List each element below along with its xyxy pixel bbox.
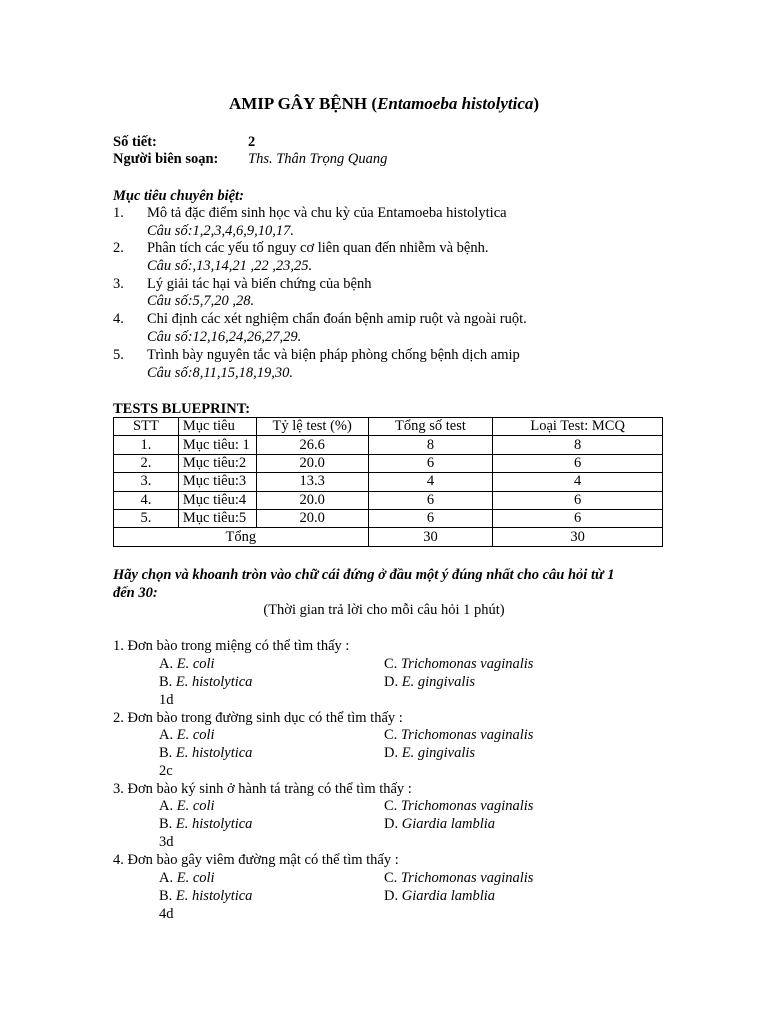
- option-letter: A.: [159, 727, 177, 743]
- total-mcq: 30: [493, 528, 663, 546]
- cell-objective: Mục tiêu:4: [178, 491, 256, 509]
- option-d[interactable]: [384, 887, 495, 905]
- option-letter: D.: [384, 816, 402, 832]
- objective-text: Phân tích các yếu tố nguy cơ liên quan đến nhiễm và bệnh.: [147, 240, 489, 256]
- objective-number: 3.: [113, 276, 124, 292]
- cell-objective: Mục tiêu:5: [178, 509, 256, 527]
- option-letter: A.: [159, 870, 177, 886]
- time-note: (Thời gian trả lời cho mỗi câu hỏi 1 phút): [263, 602, 505, 618]
- option-letter: B.: [159, 745, 176, 761]
- cell-mcq: 8: [493, 436, 663, 454]
- cell-ratio: 13.3: [256, 473, 368, 491]
- cell-total: 8: [368, 436, 493, 454]
- option-letter: A.: [159, 798, 177, 814]
- table-header-row: [114, 418, 663, 436]
- author-value: Ths. Thân Trọng Quang: [248, 151, 388, 167]
- table-row: [114, 509, 663, 527]
- objective-text: Mô tả đặc điểm sinh học và chu kỳ của Entamoeba histolytica: [147, 205, 507, 221]
- question-text: 2. Đơn bào trong đường sinh dục có thể tìm thấy :: [113, 710, 403, 726]
- cell-ratio: 26.6: [256, 436, 368, 454]
- objective-number: 1.: [113, 205, 124, 221]
- option-c[interactable]: [384, 726, 533, 744]
- objective-number: 2.: [113, 240, 124, 256]
- lessons-label: Số tiết:: [113, 134, 157, 150]
- title-text: AMIP GÂY BỆNH (: [228, 94, 378, 113]
- option-letter: B.: [159, 816, 176, 832]
- option-letter: C.: [384, 656, 401, 672]
- cell-stt: 1.: [114, 436, 179, 454]
- option-a[interactable]: [159, 869, 215, 887]
- option-d[interactable]: [384, 673, 475, 691]
- cell-ratio: 20.0: [256, 454, 368, 472]
- cell-mcq: 6: [493, 491, 663, 509]
- header-stt: STT: [114, 418, 179, 436]
- table-total-row: [114, 528, 663, 546]
- header-objective: Mục tiêu: [178, 418, 256, 436]
- option-text: Trichomonas vaginalis: [400, 727, 534, 743]
- option-text: E. histolytica: [175, 888, 253, 904]
- option-text: E. coli: [176, 798, 215, 814]
- option-b[interactable]: [159, 815, 252, 833]
- option-text: Trichomonas vaginalis: [400, 870, 534, 886]
- cell-stt: 3.: [114, 473, 179, 491]
- title-close: ): [533, 94, 540, 113]
- cell-mcq: 4: [493, 473, 663, 491]
- question-text: 3. Đơn bào ký sinh ở hành tá tràng có thể tìm thấy :: [113, 781, 412, 797]
- option-d[interactable]: [384, 815, 495, 833]
- option-text: E. histolytica: [175, 816, 253, 832]
- option-text: E. histolytica: [175, 674, 253, 690]
- cell-stt: 2.: [114, 454, 179, 472]
- table-row: [114, 473, 663, 491]
- total-count: 30: [368, 528, 493, 546]
- answer-key: 2c: [159, 763, 173, 779]
- cell-objective: Mục tiêu: 1: [178, 436, 256, 454]
- objective-questions: Câu số:1,2,3,4,6,9,10,17.: [147, 223, 295, 239]
- option-text: Trichomonas vaginalis: [400, 656, 534, 672]
- cell-total: 6: [368, 509, 493, 527]
- objective-number: 5.: [113, 347, 124, 363]
- blueprint-table: [113, 417, 663, 547]
- header-total: Tổng số test: [368, 418, 493, 436]
- option-text: E. histolytica: [175, 745, 253, 761]
- cell-total: 6: [368, 491, 493, 509]
- option-letter: D.: [384, 745, 402, 761]
- lessons-value: 2: [248, 134, 256, 150]
- instructions-line1: Hãy chọn và khoanh tròn vào chữ cái đứng ở đầu một ý đúng nhất cho câu hỏi từ 1: [113, 567, 615, 583]
- option-c[interactable]: [384, 869, 533, 887]
- answer-key: 1d: [159, 692, 174, 708]
- option-text: E. gingivalis: [401, 674, 476, 690]
- option-text: Giardia lamblia: [401, 816, 496, 832]
- option-c[interactable]: [384, 655, 533, 673]
- objective-text: Trình bày nguyên tắc và biện pháp phòng chống bệnh dịch amip: [147, 347, 520, 363]
- option-letter: D.: [384, 674, 402, 690]
- option-text: E. gingivalis: [401, 745, 476, 761]
- table-row: [114, 491, 663, 509]
- answer-key: 3d: [159, 834, 174, 850]
- cell-stt: 5.: [114, 509, 179, 527]
- option-b[interactable]: [159, 673, 252, 691]
- answer-key: 4d: [159, 906, 174, 922]
- page-title: [0, 94, 768, 114]
- option-letter: B.: [159, 888, 176, 904]
- cell-ratio: 20.0: [256, 509, 368, 527]
- objective-questions: Câu số:12,16,24,26,27,29.: [147, 329, 302, 345]
- title-species: Entamoeba histolytica: [377, 94, 534, 113]
- cell-stt: 4.: [114, 491, 179, 509]
- question-text: 4. Đơn bào gây viêm đường mật có thể tìm thấy :: [113, 852, 399, 868]
- table-row: [114, 454, 663, 472]
- option-text: Trichomonas vaginalis: [400, 798, 534, 814]
- header-ratio: Tỷ lệ test (%): [256, 418, 368, 436]
- option-letter: C.: [384, 870, 401, 886]
- option-a[interactable]: [159, 726, 215, 744]
- objective-text: Chỉ định các xét nghiệm chẩn đoán bệnh amip ruột và ngoài ruột.: [147, 311, 527, 327]
- option-letter: C.: [384, 798, 401, 814]
- option-letter: C.: [384, 727, 401, 743]
- option-a[interactable]: [159, 655, 215, 673]
- cell-objective: Mục tiêu:3: [178, 473, 256, 491]
- cell-objective: Mục tiêu:2: [178, 454, 256, 472]
- author-label: Người biên soạn:: [113, 151, 219, 167]
- cell-total: 4: [368, 473, 493, 491]
- blueprint-heading: TESTS BLUEPRINT:: [113, 401, 251, 417]
- table-row: [114, 436, 663, 454]
- option-text: E. coli: [176, 656, 215, 672]
- header-mcq: Loại Test: MCQ: [493, 418, 663, 436]
- objectives-heading: Mục tiêu chuyên biệt:: [113, 188, 244, 204]
- option-text: E. coli: [176, 727, 215, 743]
- option-text: Giardia lamblia: [401, 888, 496, 904]
- objective-questions: Câu số:,13,14,21 ,22 ,23,25.: [147, 258, 313, 274]
- cell-ratio: 20.0: [256, 491, 368, 509]
- option-letter: D.: [384, 888, 402, 904]
- option-a[interactable]: [159, 797, 215, 815]
- objective-number: 4.: [113, 311, 124, 327]
- instructions-line2: đến 30:: [113, 585, 158, 601]
- objective-questions: Câu số:8,11,15,18,19,30.: [147, 365, 293, 381]
- option-letter: A.: [159, 656, 177, 672]
- cell-mcq: 6: [493, 509, 663, 527]
- option-b[interactable]: [159, 887, 252, 905]
- cell-mcq: 6: [493, 454, 663, 472]
- option-d[interactable]: [384, 744, 475, 762]
- option-b[interactable]: [159, 744, 252, 762]
- option-c[interactable]: [384, 797, 533, 815]
- question-text: 1. Đơn bào trong miệng có thể tìm thấy :: [113, 638, 350, 654]
- option-letter: B.: [159, 674, 176, 690]
- objective-questions: Câu số:5,7,20 ,28.: [147, 293, 255, 309]
- objective-text: Lý giải tác hại và biến chứng của bệnh: [147, 276, 372, 292]
- cell-total: 6: [368, 454, 493, 472]
- total-label: Tổng: [114, 528, 369, 546]
- option-text: E. coli: [176, 870, 215, 886]
